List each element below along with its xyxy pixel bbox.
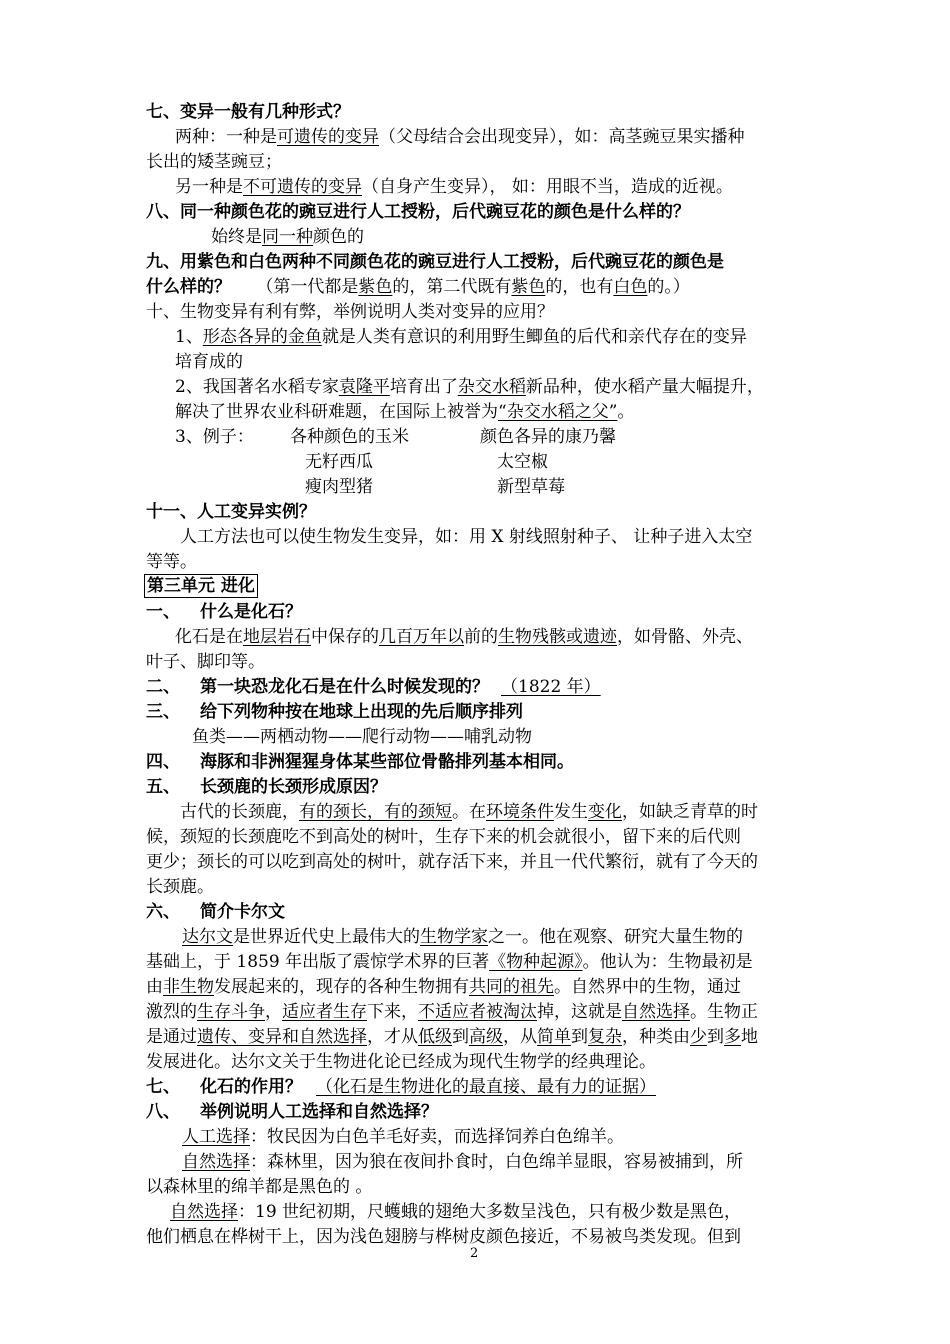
list-item: 1、形态各异的金鱼就是人类有意识的利用野生鲫鱼的后代和亲代存在的变异 bbox=[175, 327, 747, 347]
paragraph-line: 人工选择：牧民因为白色羊毛好卖，而选择饲养白色绵羊。 bbox=[182, 1127, 624, 1147]
paragraph-line: 基础上，于 1859 年出版了震惊学术界的巨著《物种起源》。他认为：生物最初是 bbox=[146, 952, 753, 972]
list-item: 2、我国著名水稻专家袁隆平培育出了杂交水稻新品种，使水稻产量大幅提升， bbox=[175, 377, 764, 397]
paragraph-line: 自然选择：森林里，因为狼在夜间扑食时，白色绵羊显眼，容易被捕到，所 bbox=[182, 1152, 743, 1172]
answer-line: 鱼类——两栖动物——爬行动物——哺乳动物 bbox=[192, 727, 532, 747]
paragraph-line: 候，颈短的长颈鹿吃不到高处的树叶，生存下来的机会就很小，留下来的后代则 bbox=[146, 827, 741, 847]
list-item-continuation: 培育成的 bbox=[175, 352, 243, 372]
heading-q9-continuation: 什么样的？ （第一代都是紫色的，第二代既有紫色的，也有白色的。） bbox=[146, 277, 690, 297]
example-item: 新型草莓 bbox=[497, 477, 565, 497]
heading-u3-q6: 六、 简介卡尔文 bbox=[146, 902, 285, 922]
example-item: 颜色各异的康乃馨 bbox=[480, 427, 616, 447]
paragraph-line: 以森林里的绵羊都是黑色的 。 bbox=[146, 1177, 373, 1197]
unit-title: 第三单元 进化 bbox=[144, 574, 258, 598]
paragraph-line: 达尔文是世界近代史上最伟大的生物学家之一。他在观察、研究大量生物的 bbox=[182, 927, 743, 947]
paragraph-line: 是通过遗传、变异和自然选择，才从低级到高级，从简单到复杂，种类由少到多地 bbox=[146, 1027, 758, 1047]
paragraph-line: 人工方法也可以使生物发生变异，如：用 X 射线照射种子、 让种子进入太空 bbox=[180, 527, 753, 547]
heading-u3-q2: 二、 第一块恐龙化石是在什么时候发现的？ （1822 年） bbox=[146, 677, 601, 697]
paragraph-line: 发展进化。达尔文关于生物进化论已经成为现代生物学的经典理论。 bbox=[146, 1052, 656, 1072]
answer-line: 始终是同一种颜色的 bbox=[211, 227, 364, 247]
heading-q8-same-color: 八、同一种颜色花的豌豆进行人工授粉，后代豌豆花的颜色是什么样的？ bbox=[146, 202, 690, 222]
heading-u3-q8: 八、 举例说明人工选择和自然选择？ bbox=[146, 1102, 438, 1122]
example-item: 各种颜色的玉米 bbox=[290, 427, 409, 447]
list-item-continuation: 解决了世界农业科研难题，在国际上被誉为“杂交水稻之父”。 bbox=[175, 402, 635, 422]
paragraph-line: 长出的矮茎豌豆； bbox=[146, 152, 282, 172]
heading-q7-variation-forms: 七、变异一般有几种形式？ bbox=[146, 102, 350, 122]
paragraph-line: 另一种是不可遗传的变异（自身产生变异）， 如：用眼不当，造成的近视。 bbox=[175, 177, 733, 197]
example-item: 无籽西瓜 bbox=[305, 452, 373, 472]
heading-u3-q3: 三、 给下列物种按在地球上出现的先后顺序排列 bbox=[146, 702, 523, 722]
paragraph-line: 长颈鹿。 bbox=[146, 877, 214, 897]
paragraph-line: 化石是在地层岩石中保存的几百万年以前的生物残骸或遗迹，如骨骼、外壳、 bbox=[175, 627, 753, 647]
paragraph-line: 等等。 bbox=[146, 552, 197, 572]
paragraph-line: 激烈的生存斗争，适应者生存下来，不适应者被淘汰掉，这就是自然选择。生物正 bbox=[146, 1002, 758, 1022]
page-number: 2 bbox=[470, 1246, 479, 1261]
paragraph-line: 两种：一种是可遗传的变异（父母结合会出现变异），如：高茎豌豆果实播种 bbox=[175, 127, 745, 147]
paragraph-line: 更少；颈长的可以吃到高处的树叶，就存活下来，并且一代代繁衍，就有了今天的 bbox=[146, 852, 758, 872]
heading-u3-q4: 四、 海豚和非洲猩猩身体某些部位骨骼排列基本相同。 bbox=[146, 752, 574, 772]
heading-u3-q1: 一、 什么是化石？ bbox=[146, 602, 302, 622]
paragraph-line: 由非生物发展起来的，现存的各种生物拥有共同的祖先。自然界中的生物，通过 bbox=[146, 977, 741, 997]
paragraph-line: 叶子、脚印等。 bbox=[146, 652, 265, 672]
list-item: 3、例子： bbox=[175, 427, 254, 447]
heading-q9-mixed-color: 九、用紫色和白色两种不同颜色花的豌豆进行人工授粉，后代豌豆花的颜色是 bbox=[146, 252, 724, 272]
heading-u3-q7: 七、 化石的作用？ （化石是生物进化的最直接、最有力的证据） bbox=[146, 1077, 656, 1097]
paragraph-line: 自然选择：19 世纪初期，尺蠖蛾的翅绝大多数呈浅色，只有极少数是黑色， bbox=[170, 1202, 742, 1222]
heading-q11-artificial: 十一、人工变异实例？ bbox=[146, 502, 316, 522]
paragraph-line: 古代的长颈鹿，有的颈长，有的颈短。在环境条件发生变化，如缺乏青草的时 bbox=[180, 802, 758, 822]
example-item: 瘦肉型猪 bbox=[305, 477, 373, 497]
heading-q10-applications: 十、生物变异有利有弊，举例说明人类对变异的应用？ bbox=[146, 302, 554, 322]
heading-u3-q5: 五、 长颈鹿的长颈形成原因？ bbox=[146, 777, 387, 797]
example-item: 太空椒 bbox=[497, 452, 548, 472]
paragraph-line: 他们栖息在桦树干上，因为浅色翅膀与桦树皮颜色接近，不易被鸟类发现。但到 bbox=[146, 1227, 741, 1247]
